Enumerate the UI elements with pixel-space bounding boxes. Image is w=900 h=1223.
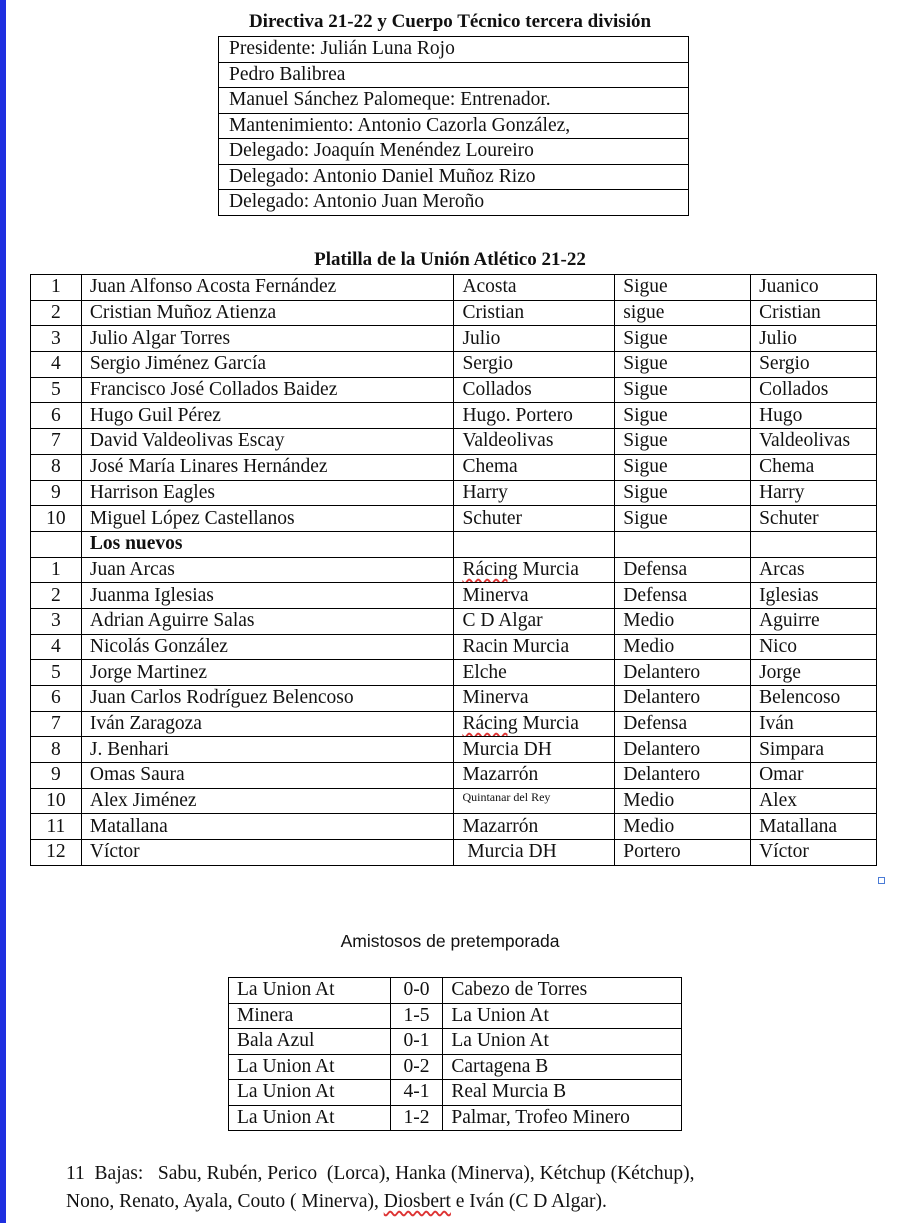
spellcheck-word: Rácing [462,713,518,735]
player-club: Harry [454,480,615,506]
new-players-header-row [31,531,877,557]
table-row [31,788,877,814]
player-number: 7 [31,429,82,455]
player-club: Collados [454,377,615,403]
squad-table [30,274,877,866]
board-row: Manuel Sánchez Palomeque: Entrenador. [219,88,689,114]
player-name: Miguel López Castellanos [81,506,454,532]
squad-title: Platilla de la Unión Atlético 21-22 [314,249,586,270]
player-name: J. Benhari [81,737,454,763]
player-status: Medio [615,608,751,634]
player-status: Medio [615,814,751,840]
match-away: Cabezo de Torres [443,978,682,1004]
player-club: Sergio [454,352,615,378]
board-row: Pedro Balibrea [219,62,689,88]
player-status: Delantero [615,686,751,712]
table-row [31,403,877,429]
table-row [31,711,877,737]
table-row [31,557,877,583]
match-home: La Union At [229,1080,391,1106]
player-club: Rácing Murcia [454,711,615,737]
match-home: Bala Azul [229,1029,391,1055]
table-row [31,608,877,634]
player-alias: Jorge [751,660,877,686]
player-club: Hugo. Portero [454,403,615,429]
player-alias: Matallana [751,814,877,840]
friendlies-title: Amistosos de pretemporada [340,931,560,951]
player-alias: Aguirre [751,608,877,634]
player-name: Cristian Muñoz Atienza [81,300,454,326]
player-club: Chema [454,454,615,480]
player-club: Schuter [454,506,615,532]
table-row [219,190,689,216]
player-number: 8 [31,737,82,763]
player-status: Sigue [615,403,751,429]
table-row [229,1054,682,1080]
player-number: 1 [31,275,82,301]
player-status: Sigue [615,429,751,455]
player-club: Murcia DH [454,737,615,763]
table-row [229,978,682,1004]
player-alias: Sergio [751,352,877,378]
match-score: 0-1 [390,1029,443,1055]
player-name: Julio Algar Torres [81,326,454,352]
player-number: 10 [31,788,82,814]
table-row [31,429,877,455]
player-name: Iván Zaragoza [81,711,454,737]
board-row: Delegado: Antonio Juan Meroño [219,190,689,216]
player-number: 6 [31,686,82,712]
new-players-header: Los nuevos [81,531,454,557]
match-away: Palmar, Trofeo Minero [443,1105,682,1131]
table-row [31,326,877,352]
player-name: Juanma Iglesias [81,583,454,609]
table-row [219,113,689,139]
departures-line-1: 11 Bajas: Sabu, Rubén, Perico (Lorca), Hanka (Minerva), Kétchup (Kétchup), [66,1163,695,1184]
player-club: Valdeolivas [454,429,615,455]
departures-line-2: Nono, Renato, Ayala, Couto ( Minerva), Diosbert e Iván (C D Algar). [66,1191,607,1212]
table-row [31,814,877,840]
spellcheck-word: Diosbert [383,1191,451,1212]
player-number: 8 [31,454,82,480]
board-row: Presidente: Julián Luna Rojo [219,37,689,63]
table-row [31,275,877,301]
player-alias: Simpara [751,737,877,763]
player-status: Defensa [615,557,751,583]
table-row [31,737,877,763]
player-number: 9 [31,480,82,506]
player-status: Delantero [615,660,751,686]
player-alias: Belencoso [751,686,877,712]
table-row [31,506,877,532]
table-resize-handle[interactable] [878,877,885,884]
table-row [31,454,877,480]
player-alias: Nico [751,634,877,660]
player-club: Elche [454,660,615,686]
player-number: 9 [31,763,82,789]
player-club: Minerva [454,583,615,609]
friendlies-table [228,977,682,1131]
player-alias: Omar [751,763,877,789]
player-number: 11 [31,814,82,840]
player-name: Omas Saura [81,763,454,789]
player-alias: Schuter [751,506,877,532]
table-row [31,634,877,660]
player-alias: Iglesias [751,583,877,609]
match-home: La Union At [229,978,391,1004]
player-number: 5 [31,660,82,686]
player-status: Sigue [615,454,751,480]
board-row: Delegado: Antonio Daniel Muñoz Rizo [219,164,689,190]
player-alias: Víctor [751,840,877,866]
table-row [31,480,877,506]
player-name: Hugo Guil Pérez [81,403,454,429]
player-club: C D Algar [454,608,615,634]
table-row [219,88,689,114]
table-row [31,377,877,403]
player-number: 4 [31,352,82,378]
player-number: 10 [31,506,82,532]
player-alias: Arcas [751,557,877,583]
table-row [219,62,689,88]
player-status: Sigue [615,326,751,352]
player-number: 2 [31,300,82,326]
player-name: Jorge Martinez [81,660,454,686]
player-name: Juan Arcas [81,557,454,583]
player-status: Sigue [615,480,751,506]
player-club: Julio [454,326,615,352]
match-score: 1-2 [390,1105,443,1131]
player-status: Sigue [615,506,751,532]
player-name: Sergio Jiménez García [81,352,454,378]
table-row [31,300,877,326]
player-alias: Juanico [751,275,877,301]
player-alias: Chema [751,454,877,480]
player-number: 5 [31,377,82,403]
match-score: 4-1 [390,1080,443,1106]
table-row [229,1080,682,1106]
player-alias: Julio [751,326,877,352]
table-row [31,840,877,866]
player-alias: Alex [751,788,877,814]
player-alias: Collados [751,377,877,403]
board-title: Directiva 21-22 y Cuerpo Técnico tercera división [248,11,652,32]
table-row [31,583,877,609]
match-score: 1-5 [390,1003,443,1029]
player-status: Sigue [615,275,751,301]
board-row: Delegado: Joaquín Menéndez Loureiro [219,139,689,165]
player-alias: Iván [751,711,877,737]
player-number: 12 [31,840,82,866]
player-club: Minerva [454,686,615,712]
player-name: Alex Jiménez [81,788,454,814]
player-status: Defensa [615,583,751,609]
player-number: 4 [31,634,82,660]
match-score: 0-2 [390,1054,443,1080]
player-name: Nicolás González [81,634,454,660]
player-name: David Valdeolivas Escay [81,429,454,455]
match-away: Cartagena B [443,1054,682,1080]
match-away: Real Murcia B [443,1080,682,1106]
table-row [31,660,877,686]
player-alias: Valdeolivas [751,429,877,455]
table-row [229,1003,682,1029]
player-club: Cristian [454,300,615,326]
player-status: Defensa [615,711,751,737]
player-status: Sigue [615,352,751,378]
table-row [229,1105,682,1131]
table-row [219,139,689,165]
player-number: 6 [31,403,82,429]
table-row [219,164,689,190]
player-name: Juan Carlos Rodríguez Belencoso [81,686,454,712]
match-home: Minera [229,1003,391,1029]
player-alias: Cristian [751,300,877,326]
player-club: Acosta [454,275,615,301]
board-table [218,36,689,216]
player-status: Delantero [615,737,751,763]
player-number: 2 [31,583,82,609]
spellcheck-word: Rácing [462,558,518,580]
player-club: Murcia DH [454,840,615,866]
match-home: La Union At [229,1054,391,1080]
table-row [229,1029,682,1055]
player-club: Rácing Murcia [454,557,615,583]
player-status: sigue [615,300,751,326]
table-row [219,37,689,63]
table-row [31,763,877,789]
table-row [31,352,877,378]
player-number: 3 [31,326,82,352]
match-away: La Union At [443,1003,682,1029]
player-name: Juan Alfonso Acosta Fernández [81,275,454,301]
player-name: Francisco José Collados Baidez [81,377,454,403]
player-alias: Hugo [751,403,877,429]
player-status: Portero [615,840,751,866]
player-name: Adrian Aguirre Salas [81,608,454,634]
player-number: 3 [31,608,82,634]
player-alias: Harry [751,480,877,506]
player-name: Matallana [81,814,454,840]
player-status: Medio [615,788,751,814]
player-number: 7 [31,711,82,737]
player-status: Delantero [615,763,751,789]
match-away: La Union At [443,1029,682,1055]
left-edge-bar [0,0,6,1223]
player-club: Mazarrón [454,763,615,789]
table-row [31,686,877,712]
player-status: Sigue [615,377,751,403]
board-row: Mantenimiento: Antonio Cazorla González, [219,113,689,139]
player-name: José María Linares Hernández [81,454,454,480]
match-home: La Union At [229,1105,391,1131]
player-club: Racin Murcia [454,634,615,660]
player-club: Mazarrón [454,814,615,840]
player-name: Víctor [81,840,454,866]
player-status: Medio [615,634,751,660]
match-score: 0-0 [390,978,443,1004]
player-name: Harrison Eagles [81,480,454,506]
player-number: 1 [31,557,82,583]
player-club: Quintanar del Rey [454,788,615,814]
